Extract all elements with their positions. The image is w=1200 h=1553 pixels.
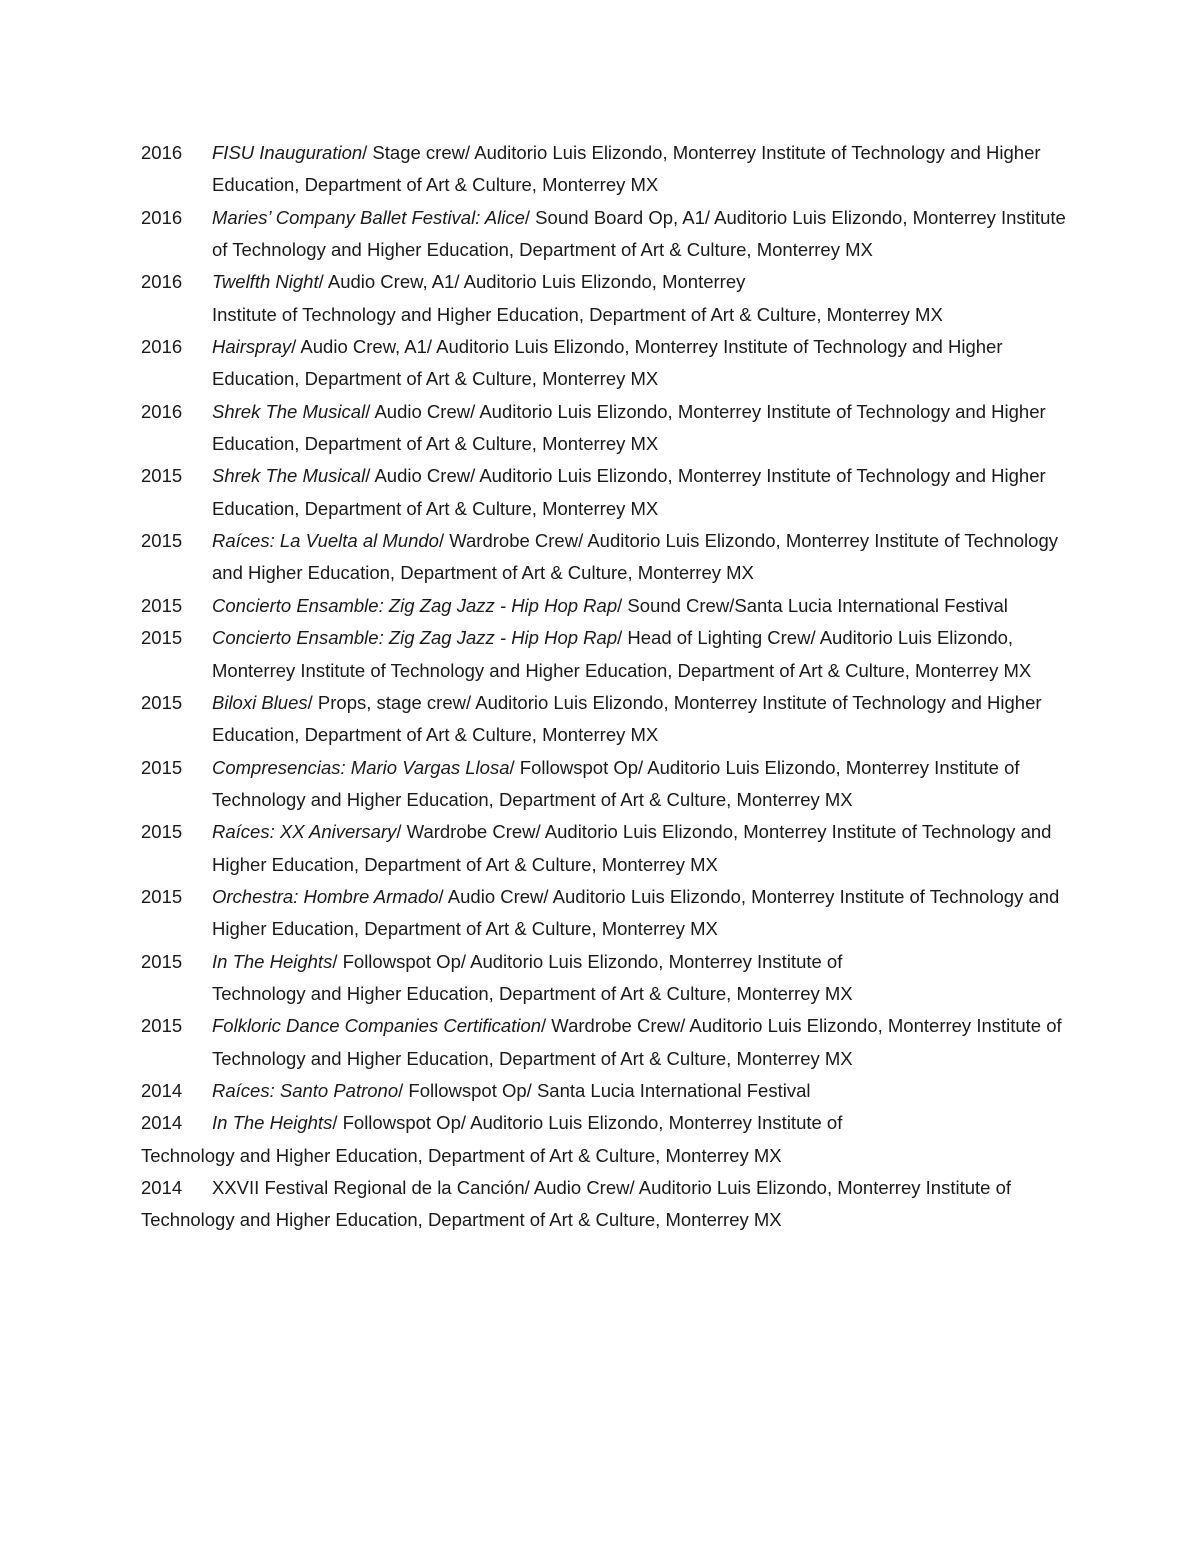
- list-item: [141, 460, 1071, 525]
- entry-year: 2016: [141, 142, 183, 163]
- entry-title: Compresencias: Mario Vargas Llosa: [212, 756, 510, 778]
- entry-title: In The Heights: [212, 950, 333, 972]
- entry-details: / Wardrobe Crew/ Auditorio Luis Elizondo, Monterrey Institute of Technology and Higher Education, Department of Art & Culture, Monterrey MX: [212, 1015, 1062, 1069]
- entry-year: 2014: [141, 1079, 183, 1101]
- list-item: [141, 1075, 1071, 1107]
- entry-details: / Wardrobe Crew/ Auditorio Luis Elizondo, Monterrey Institute of Technology and Higher Education, Department of Art & Culture, Monterrey MX: [212, 821, 1052, 875]
- list-item: [141, 525, 1071, 590]
- entry-details: / Sound Board Op, A1/ Auditorio Luis Elizondo, Monterrey Institute of Technology and Higher Education, Department of Art & Culture, Monterrey MX: [212, 206, 1066, 261]
- entry-details: / Wardrobe Crew/ Auditorio Luis Elizondo, Monterrey Institute of Technology and Higher Education, Department of Art & Culture, Monterrey MX: [212, 530, 1058, 584]
- list-item: [141, 946, 1071, 1011]
- list-item: [141, 687, 1071, 752]
- entry-title: Maries’ Company Ballet Festival: Alice: [212, 206, 525, 228]
- list-item: [141, 331, 1071, 396]
- entry-title: FISU Inauguration: [212, 142, 363, 163]
- entry-year: 2016: [141, 206, 183, 228]
- entry-details: / Audio Crew/ Auditorio Luis Elizondo, Monterrey Institute of Technology and Higher Education, Department of Art & Culture, Monterrey MX: [212, 885, 1060, 940]
- entry-year: 2015: [141, 821, 183, 843]
- entry-year: 2015: [141, 885, 183, 907]
- entry-year: 2014: [141, 1112, 183, 1134]
- entry-title: Orchestra: Hombre Armado: [212, 885, 439, 907]
- list-item: [141, 1107, 1071, 1172]
- entry-details: / Followspot Op/ Santa Lucia International Festival: [398, 1079, 811, 1101]
- entry-year: 2015: [141, 950, 183, 972]
- entry-title: Raíces: XX Aniversary: [212, 821, 397, 843]
- entry-title: Biloxi Blues: [212, 691, 308, 713]
- entry-title: Concierto Ensamble: Zig Zag Jazz - Hip Hop Rap: [212, 627, 618, 649]
- entry-details: / Sound Crew/Santa Lucia International Festival: [617, 594, 1008, 616]
- entry-year: 2015: [141, 594, 183, 616]
- entry-title: Shrek The Musical: [212, 465, 366, 487]
- entry-details: / Followspot Op/ Auditorio Luis Elizondo, Monterrey Institute of: [332, 950, 843, 972]
- entry-year: 2016: [141, 271, 183, 293]
- entry-year: 2015: [141, 1015, 183, 1037]
- list-item: [141, 590, 1071, 622]
- entry-details-continued: Institute of Technology and Higher Education, Department of Art & Culture, Monterrey MX: [212, 303, 943, 325]
- entry-title: Raíces: La Vuelta al Mundo: [212, 530, 439, 552]
- entry-details: / Followspot Op/ Auditorio Luis Elizondo, Monterrey Institute of Technology and Higher Education, Department of Art & Culture, Monterrey MX: [212, 756, 1020, 810]
- list-item: [141, 202, 1071, 267]
- entry-title: Hairspray: [212, 336, 292, 358]
- entry-year: 2015: [141, 756, 183, 778]
- list-item: [141, 881, 1071, 946]
- entry-details: / Followspot Op/ Auditorio Luis Elizondo, Monterrey Institute of: [332, 1112, 843, 1134]
- entry-title: Raíces: Santo Patrono: [212, 1079, 399, 1101]
- list-item: [141, 266, 1071, 331]
- list-item: [141, 137, 1071, 202]
- entry-year: 2014: [141, 1177, 183, 1198]
- list-item: [141, 622, 1071, 687]
- entry-title: Shrek The Musical: [212, 400, 366, 422]
- entry-year: 2015: [141, 627, 183, 649]
- entry-details: / Audio Crew/ Auditorio Luis Elizondo, Monterrey Institute of Technology and Higher Education, Department of Art & Culture, Monterrey MX: [212, 400, 1046, 455]
- entry-year: 2016: [141, 336, 183, 358]
- entry-title: Folkloric Dance Companies Certification: [212, 1015, 542, 1037]
- list-item: [141, 816, 1071, 881]
- entry-title: In The Heights: [212, 1112, 333, 1134]
- entry-details: / Audio Crew/ Auditorio Luis Elizondo, Monterrey Institute of Technology and Higher Education, Department of Art & Culture, Monterrey MX: [212, 465, 1046, 519]
- entry-details: / Stage crew/ Auditorio Luis Elizondo, Monterrey Institute of Technology and Higher Education, Department of Art & Culture, Monterrey MX: [212, 142, 1041, 196]
- entry-details: / Props, stage crew/ Auditorio Luis Elizondo, Monterrey Institute of Technology and Higher Education, Department of Art & Culture, Monterrey MX: [212, 691, 1042, 746]
- entry-year: 2015: [141, 465, 183, 487]
- list-item: [141, 1172, 1071, 1237]
- entry-title: Concierto Ensamble: Zig Zag Jazz - Hip Hop Rap: [212, 594, 618, 616]
- entry-year: 2016: [141, 400, 183, 422]
- list-item: [141, 1010, 1071, 1075]
- entry-year: 2015: [141, 691, 183, 713]
- entry-details: / Head of Lighting Crew/ Auditorio Luis Elizondo, Monterrey Institute of Technology and Higher Education, Department of Art & Culture, Monterrey MX: [212, 627, 1032, 681]
- entry-details: / Audio Crew, A1/ Auditorio Luis Elizondo, Monterrey: [318, 271, 746, 293]
- list-item: [141, 396, 1071, 461]
- entry-details-continued: Technology and Higher Education, Department of Art & Culture, Monterrey MX: [141, 1144, 782, 1166]
- credits-list: [141, 137, 1071, 1237]
- list-item: [141, 752, 1071, 817]
- entry-title: Twelfth Night: [212, 271, 319, 293]
- entry-details-continued: Technology and Higher Education, Department of Art & Culture, Monterrey MX: [212, 982, 853, 1004]
- entry-year: 2015: [141, 530, 183, 552]
- entry-details: XXVII Festival Regional de la Canción/ Audio Crew/ Auditorio Luis Elizondo, Monterrey Institute of Technology and Higher Education, Department of Art & Culture, Monterrey MX: [141, 1177, 1012, 1231]
- entry-details: / Audio Crew, A1/ Auditorio Luis Elizondo, Monterrey Institute of Technology and Higher Education, Department of Art & Culture, Monterrey MX: [212, 336, 1003, 390]
